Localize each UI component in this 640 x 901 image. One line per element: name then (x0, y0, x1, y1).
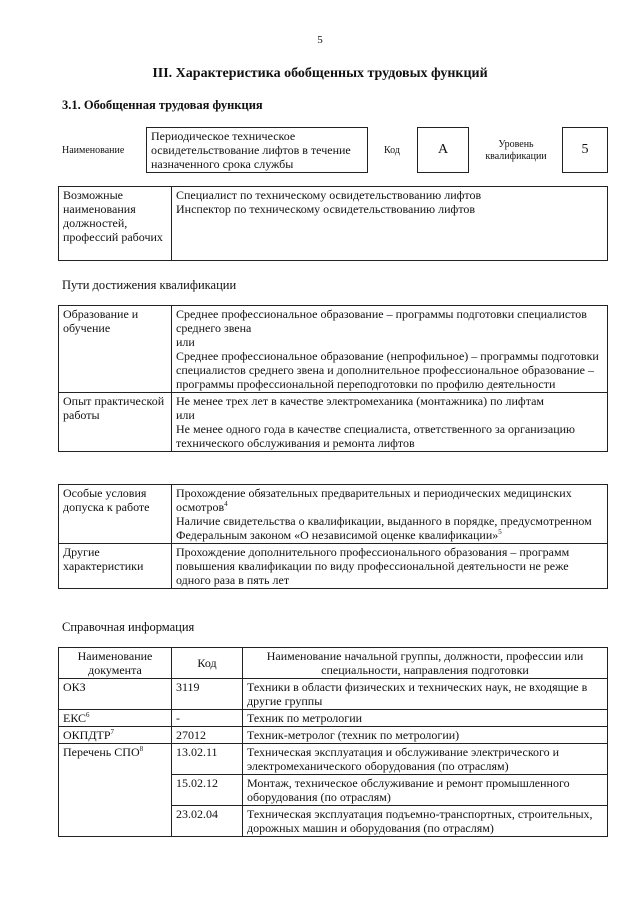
row-name: Техник по метрологии (243, 710, 608, 727)
education-values (172, 306, 608, 393)
conditions-line-2: Наличие свидетельства о квалификации, выданного в порядке, предусмотренном Федеральным законом «О независимой оценке квалификации»$^5$ (176, 514, 592, 542)
section-title: III. Характеристика обобщенных трудовых функций (152, 66, 488, 81)
name-value: Периодическое техническое освидетельствование лифтов в течение назначенного срока службы (146, 127, 368, 173)
header-name: Наименование начальной группы, должности, профессии или специальности, направления подготовки (243, 648, 608, 679)
subsection-title: 3.1. Обобщенная трудовая функция (62, 98, 263, 112)
education-line: Среднее профессиональное образование – программы подготовки специалистов среднего звена (176, 307, 587, 335)
conditions-line-1: Прохождение обязательных предварительных и периодических медицинских осмотров$^4$ (176, 486, 572, 514)
positions-values (172, 187, 608, 261)
conditions-label: Особые условия допуска к работе (59, 485, 172, 544)
header-doc: Наименование документа (59, 648, 172, 679)
table-row (59, 727, 608, 744)
positions-label: Возможные наименования должностей, профессий рабочих (59, 187, 172, 261)
row-doc: ЕКС$^6$ (59, 710, 172, 727)
row-name: Техники в области физических и технических наук, не входящие в другие группы (243, 679, 608, 710)
education-table (58, 305, 608, 452)
row-code: 15.02.12 (172, 775, 243, 806)
other-value: Прохождение дополнительного профессионального образования – программ повышения квалификации по виду профессиональной деятельности не реже одного раза в пять лет (172, 544, 608, 589)
code-value: А (417, 127, 469, 173)
row-code: 13.02.11 (172, 744, 243, 775)
row-doc: ОКПДТР$^7$ (59, 727, 172, 744)
row-name: Монтаж, техническое обслуживание и ремонт промышленного оборудования (по отраслям) (243, 775, 608, 806)
experience-line: Не менее одного года в качестве специалиста, ответственного за организацию технического обслуживания и ремонта лифтов (176, 422, 576, 450)
experience-line: Не менее трех лет в качестве электромеханика (монтажника) по лифтам (176, 394, 544, 408)
level-label: Уровень квалификации (485, 139, 547, 162)
education-label: Образование и обучение (59, 306, 172, 393)
row-code: 23.02.04 (172, 806, 243, 837)
row-doc: Перечень СПО$^8$ (59, 744, 172, 837)
conditions-values (172, 485, 608, 544)
positions-table (58, 186, 608, 261)
experience-line: или (176, 408, 195, 422)
table-row (59, 710, 608, 727)
education-line: Среднее профессиональное образование (непрофильное) – программы подготовки специалистов среднего звена и дополнительное профессиональное образование – программы профессиональной переподготовки по профилю деятельности (176, 349, 599, 391)
page-number: 5 (317, 34, 323, 46)
table-row (59, 744, 608, 775)
code-label: Код (384, 145, 400, 156)
row-doc: ОКЗ (59, 679, 172, 710)
name-label: Наименование (62, 145, 125, 156)
reference-title: Справочная информация (62, 620, 195, 634)
experience-values (172, 393, 608, 452)
table-row (59, 679, 608, 710)
conditions-table (58, 484, 608, 589)
level-value: 5 (562, 127, 608, 173)
reference-table (58, 647, 608, 837)
qualification-paths-title: Пути достижения квалификации (62, 278, 237, 292)
header-code: Код (172, 648, 243, 679)
experience-label: Опыт практической работы (59, 393, 172, 452)
row-code: - (172, 710, 243, 727)
row-code: 27012 (172, 727, 243, 744)
row-name: Техническая эксплуатация подъемно-транспортных, строительных, дорожных машин и оборудования (по отраслям) (243, 806, 608, 837)
position-item: Инспектор по техническому освидетельствованию лифтов (176, 202, 476, 216)
row-code: 3119 (172, 679, 243, 710)
position-item: Специалист по техническому освидетельствованию лифтов (176, 188, 482, 202)
other-label: Другие характеристики (59, 544, 172, 589)
education-line: или (176, 335, 195, 349)
row-name: Техник-метролог (техник по метрологии) (243, 727, 608, 744)
row-name: Техническая эксплуатация и обслуживание электрического и электромеханического оборудования (по отраслям) (243, 744, 608, 775)
